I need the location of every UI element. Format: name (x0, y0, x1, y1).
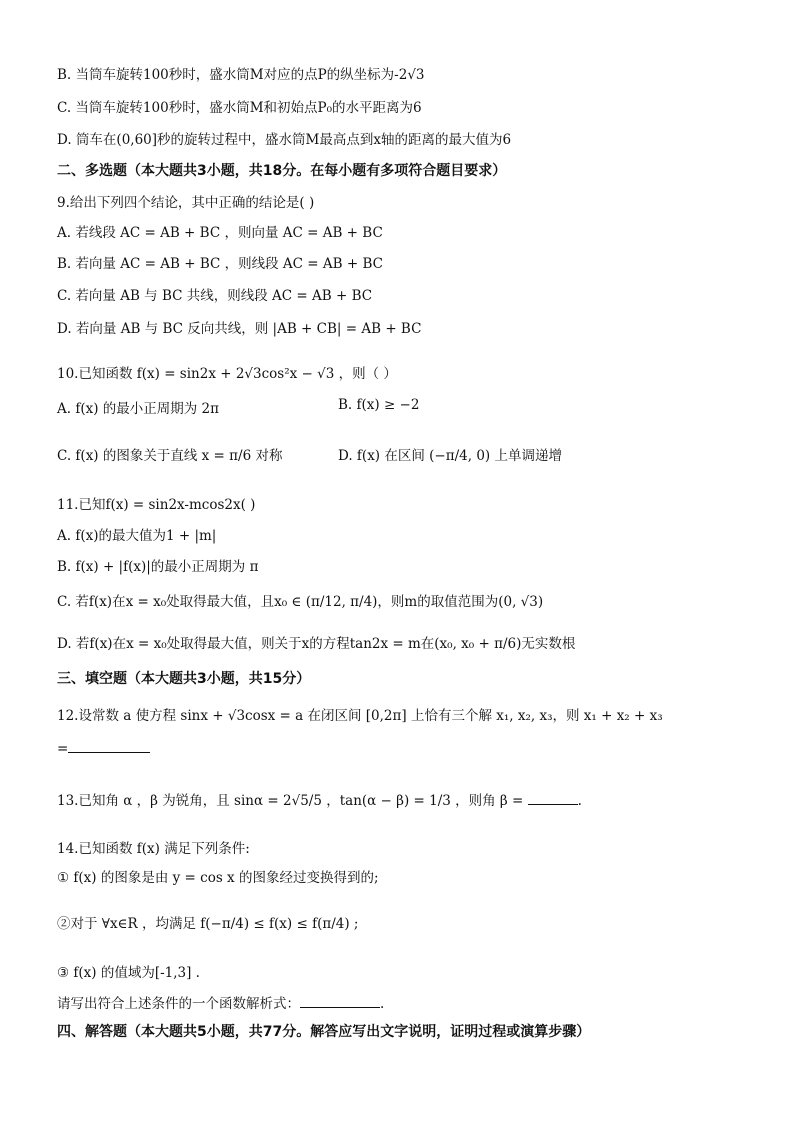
q10-option-b: B. f(x) ≥ −2 (338, 397, 420, 413)
q14-ask (57, 992, 384, 1012)
q9-stem: 9.给出下列四个结论，其中正确的结论是( ) (57, 195, 315, 211)
q11-option-a: A. f(x)的最大值为1 + |m| (57, 528, 217, 544)
q12-line1: 12.设常数 a 使方程 sinx + √3cosx = a 在闭区间 [0,2π] 上恰有三个解 x₁, x₂, x₃，则 x₁ + x₂ + x₃ (57, 708, 663, 724)
q14-stem: 14.已知函数 f(x) 满足下列条件: (57, 841, 250, 857)
section3-heading: 三、填空题（本大题共3小题，共15分） (57, 671, 311, 687)
q14-cond-3: ③ f(x) 的值域为[-1,3] . (57, 965, 200, 981)
q8-option-c: C. 当筒车旋转100秒时，盛水筒M和初始点P₀的水平距离为6 (57, 100, 422, 116)
q14-cond-2: ②对于 ∀x∈R ，均满足 f(−π/4) ≤ f(x) ≤ f(π/4) ; (57, 916, 359, 932)
q11-option-b: B. f(x) + |f(x)|的最小正周期为 π (57, 559, 259, 575)
section2-heading: 二、多选题（本大题共3小题，共18分。在每小题有多项符合题目要求） (57, 163, 507, 179)
q11-option-c: C. 若f(x)在x = x₀处取得最大值，且x₀ ∈ (π/12, π/4)，则m的取值范围为(0, √3) (57, 594, 544, 610)
q10-option-d: D. f(x) 在区间 (−π/4, 0) 上单调递增 (338, 448, 562, 464)
q11-stem: 11.已知f(x) = sin2x-mcos2x( ) (57, 497, 256, 513)
q14-end: . (380, 996, 385, 1012)
q13-text: 13.已知角 α ，β 为锐角，且 sinα = 2√5/5 ，tan(α − β) = 1/3 ，则角 β = (57, 793, 524, 809)
section4-heading: 四、解答题（本大题共5小题，共77分。解答应写出文字说明，证明过程或演算步骤） (57, 1024, 591, 1040)
q12-equals: = (57, 741, 69, 757)
q9-option-a: A. 若线段 AC = AB + BC ，则向量 AC = AB + BC (57, 225, 383, 241)
q14-answer-blank[interactable] (300, 995, 380, 1008)
q13-end: . (577, 793, 582, 809)
q10-option-c: C. f(x) 的图象关于直线 x = π/6 对称 (57, 448, 283, 464)
q10-option-a: A. f(x) 的最小正周期为 2π (57, 401, 220, 417)
q12-answer-blank[interactable] (68, 740, 150, 753)
q12-line2 (57, 740, 150, 757)
q11-option-d: D. 若f(x)在x = x₀处取得最大值，则关于x的方程tan2x = m在(x₀, x₀ + π/6)无实数根 (57, 636, 576, 652)
q9-option-b: B. 若向量 AC = AB + BC ，则线段 AC = AB + BC (57, 256, 383, 272)
q8-option-d: D. 筒车在(0,60]秒的旋转过程中，盛水筒M最高点到x轴的距离的最大值为6 (57, 132, 512, 148)
q14-ask-text: 请写出符合上述条件的一个函数解析式： (57, 996, 300, 1012)
q14-cond-1: ① f(x) 的图象是由 y = cos x 的图象经过变换得到的; (57, 870, 379, 886)
q9-option-c: C. 若向量 AB 与 BC 共线，则线段 AC = AB + BC (57, 288, 373, 304)
q8-option-b: B. 当筒车旋转100秒时，盛水筒M对应的点P的纵坐标为-2√3 (57, 67, 425, 83)
q10-stem: 10.已知函数 f(x) = sin2x + 2√3cos²x − √3 ，则（ ） (57, 366, 397, 382)
q13 (57, 789, 582, 809)
q13-answer-blank[interactable] (528, 792, 578, 805)
q9-option-d: D. 若向量 AB 与 BC 反向共线，则 |AB + CB| = AB + BC (57, 321, 422, 337)
